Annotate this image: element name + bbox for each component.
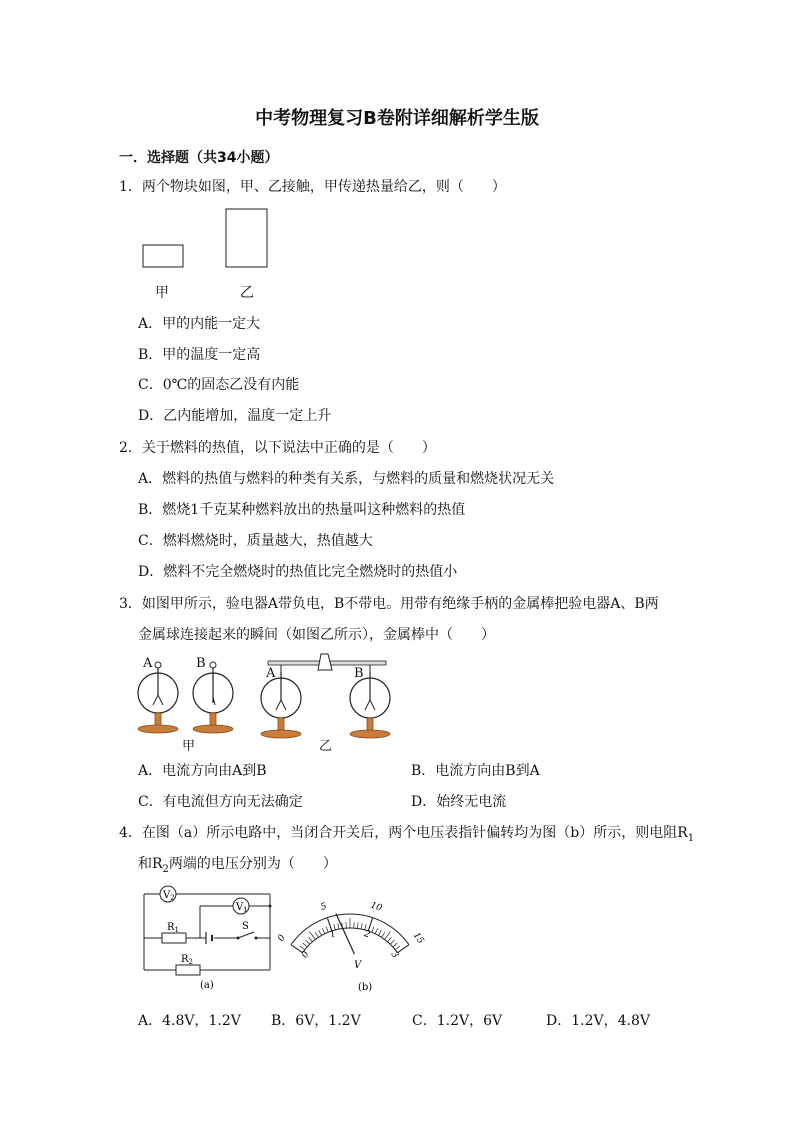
- dial-tick: [368, 918, 372, 931]
- electroscope-b-yi: [350, 672, 390, 738]
- dial-ticks: [291, 914, 409, 953]
- block-jia: [143, 245, 183, 267]
- dial-label-inner: 1: [328, 929, 338, 941]
- dial-tick: [309, 937, 313, 942]
- dial-tick: [398, 945, 409, 953]
- dial-tick: [382, 932, 385, 937]
- q3-label-jia: 甲: [182, 739, 196, 754]
- dial-tick: [372, 927, 374, 933]
- v1-label: $V_1$: [236, 902, 248, 914]
- q2-option-b: B．燃烧1千克某种燃料放出的热量叫这种燃料的热值: [138, 502, 466, 518]
- dial-label-outer: 10: [369, 900, 384, 914]
- dial-tick: [338, 923, 339, 929]
- q3-stem-line1: 3．如图甲所示，验电器A带负电，B不带电。用带有绝缘手柄的金属棒把验电器A、B两: [119, 596, 659, 612]
- electroscope-b-jia: [193, 662, 233, 733]
- dial-tick: [375, 928, 378, 933]
- dial-label-outer: 15: [410, 930, 426, 946]
- page-title: 中考物理复习B卷附详细解析学生版: [255, 108, 539, 129]
- q4-stem-line1: 4．在图（a）所示电路中，当闭合开关后，两个电压表指针偏转均为图（b）所示，则电阻$R_1$: [119, 825, 695, 844]
- q3-label-yi: 乙: [319, 739, 333, 754]
- dial-tick: [357, 923, 358, 929]
- dial-tick: [309, 931, 315, 939]
- q4-option-d: D．1.2V，4.8V: [546, 1013, 650, 1029]
- dial-label-inner: 0: [300, 949, 312, 961]
- section-heading: 一．选择题（共34小题）: [119, 150, 279, 166]
- v2-label: $V_2$: [163, 890, 175, 902]
- q1-option-d: D．乙内能增加，温度一定上升: [138, 408, 332, 424]
- q3-option-a: A．电流方向由A到B: [138, 763, 267, 779]
- q4-option-b: B．6V，1.2V: [271, 1013, 361, 1029]
- insulated-handle: [318, 654, 332, 670]
- q2-option-d: D．燃料不完全燃烧时的热值比完全燃烧时的热值小: [138, 564, 458, 580]
- q4-option-c: C．1.2V，6V: [412, 1013, 503, 1029]
- dial-tick: [361, 923, 362, 929]
- q2-option-a: A．燃料的热值与燃料的种类有关系，与燃料的质量和燃烧状况无关: [138, 471, 555, 487]
- q3-option-c: C．有电流但方向无法确定: [138, 794, 303, 810]
- circuit-caption: (a): [200, 980, 214, 991]
- q1-figure: [138, 205, 278, 275]
- dial-tick: [390, 940, 394, 944]
- block-yi: [226, 209, 267, 267]
- dial-arc: [302, 928, 397, 953]
- dial-label-inner: 2: [362, 929, 372, 941]
- r2-label: $R_2$: [181, 954, 193, 966]
- meter-caption: (b): [358, 982, 373, 993]
- q2-option-c: C．燃料燃烧时，质量越大，热值越大: [138, 533, 373, 549]
- electroscope-a-yi: [261, 672, 301, 738]
- q3-option-b: B．电流方向由B到A: [411, 763, 540, 779]
- meter-unit: V: [354, 960, 362, 971]
- q2-stem: 2．关于燃料的热值，以下说法中正确的是（ ）: [119, 440, 436, 456]
- dial-label-outer: 0: [276, 933, 288, 944]
- meter-needle: [336, 913, 355, 954]
- q4-meter-figure: [276, 886, 426, 993]
- dial-tick: [303, 943, 307, 947]
- q1-option-a: A．甲的内能一定大: [138, 316, 261, 332]
- q1-option-b: B．甲的温度一定高: [138, 347, 261, 363]
- q3-label-b-jia: B: [196, 656, 206, 671]
- q4-stem-line2: 和$R_2$两端的电压分别为（ ）: [138, 856, 337, 875]
- dial-tick: [393, 943, 397, 947]
- q4-option-a: A．4.8V，1.2V: [138, 1013, 241, 1029]
- q1-option-c: C．0℃的固态乙没有内能: [138, 377, 300, 393]
- electroscope-a-jia: [138, 662, 178, 733]
- q3-stem-line2: 金属球连接起来的瞬间（如图乙所示），金属棒中（ ）: [138, 627, 495, 643]
- dial-tick: [306, 940, 310, 944]
- dial-tick: [378, 930, 381, 935]
- q1-label-yi: 乙: [240, 285, 254, 301]
- dial-tick: [388, 937, 392, 942]
- q3-label-a-yi: A: [266, 666, 276, 681]
- q1-stem: 1．两个物块如图，甲、乙接触，甲传递热量给乙，则（ ）: [119, 179, 506, 195]
- dial-tick: [385, 931, 391, 939]
- q3-label-b-yi: B: [354, 666, 364, 681]
- dial-tick: [291, 945, 302, 953]
- dial-tick: [322, 928, 325, 933]
- q4-circuit-figure: [138, 882, 278, 992]
- q1-label-jia: 甲: [155, 285, 169, 301]
- q3-label-a-jia: A: [143, 656, 153, 671]
- dial-tick: [300, 946, 305, 950]
- q3-option-d: D．始终无电流: [411, 794, 507, 810]
- dial-label-outer: 5: [319, 901, 329, 913]
- dial-label-inner: 3: [388, 949, 400, 961]
- dial-tick: [319, 930, 322, 935]
- switch-label: S: [242, 921, 249, 932]
- dial-tick: [315, 932, 318, 937]
- r1-label: $R_1$: [167, 922, 179, 934]
- dial-tick: [327, 918, 331, 931]
